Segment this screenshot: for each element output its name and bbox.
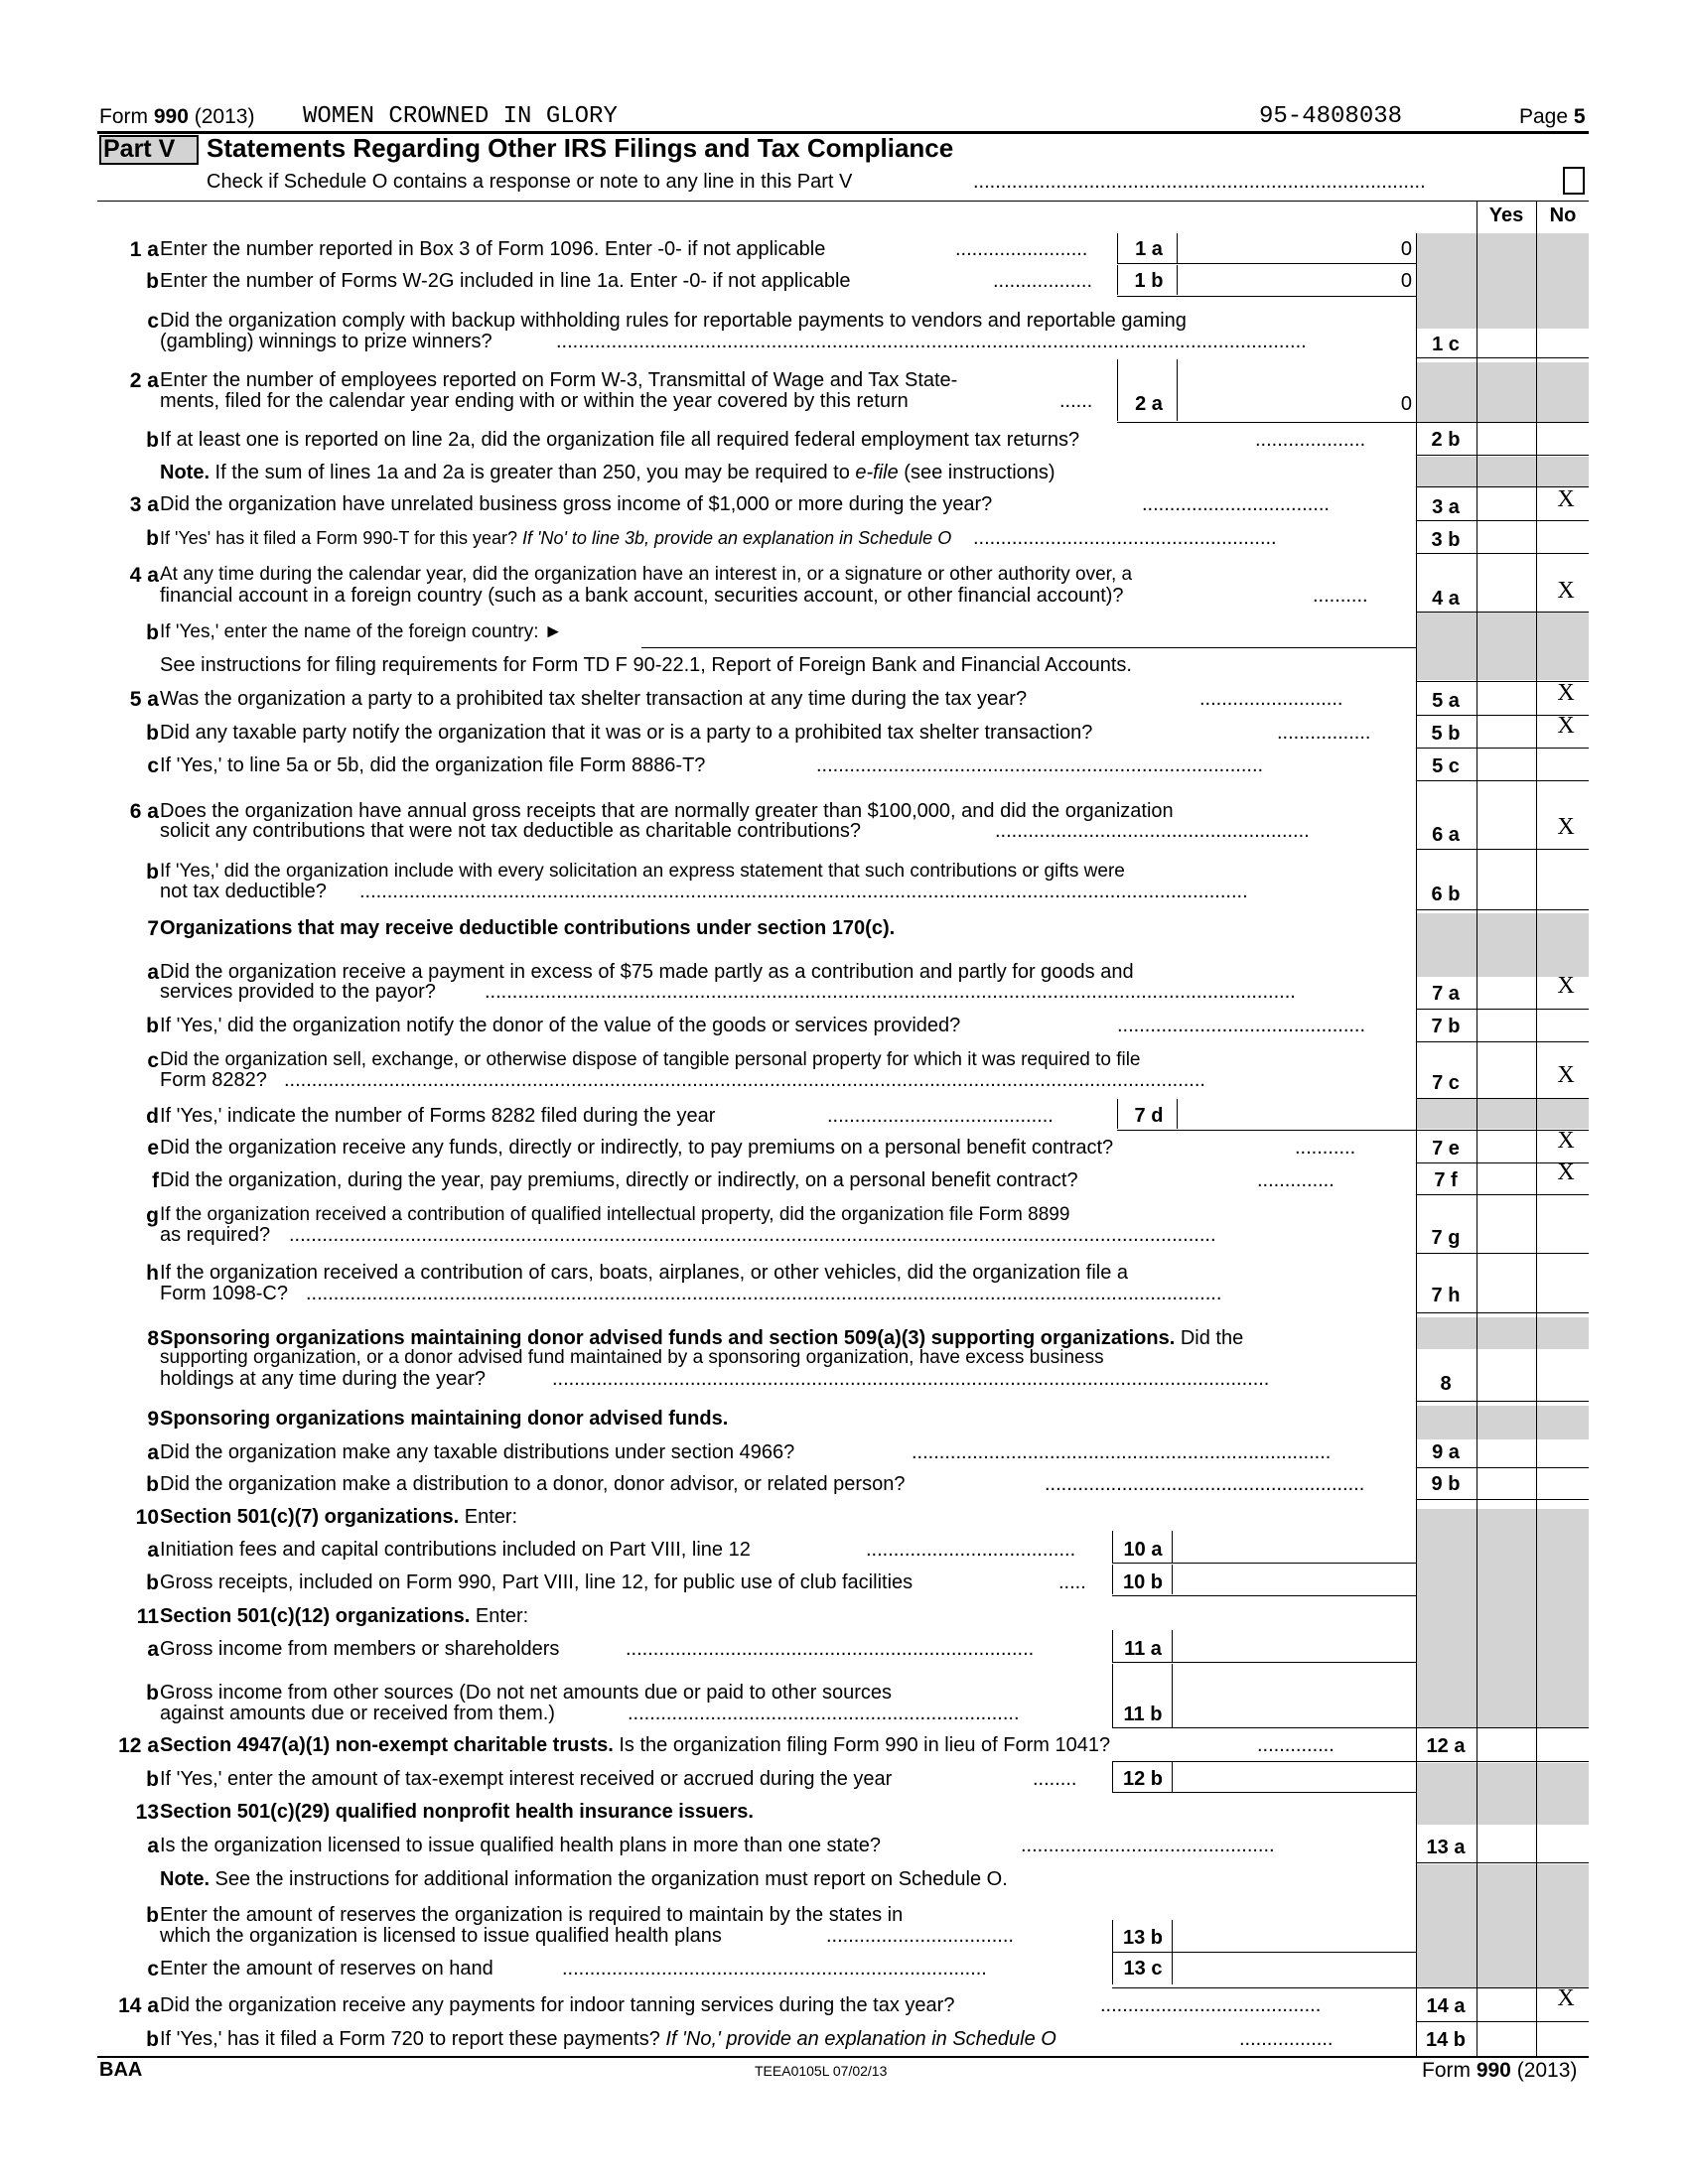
form-id: Form 990 (2013) xyxy=(99,105,255,128)
footer-code: TEEA0105L 07/02/13 xyxy=(755,2063,888,2079)
no-column-header: No xyxy=(1549,205,1577,226)
line-2a-value[interactable]: 0 xyxy=(1400,393,1412,415)
line-3a-no-mark[interactable]: X xyxy=(1557,486,1575,512)
line-5b-no-mark[interactable]: X xyxy=(1557,713,1575,739)
line-1a-value[interactable]: 0 xyxy=(1400,238,1412,260)
yes-column-header: Yes xyxy=(1488,205,1524,226)
note-efile: Note. If the sum of lines 1a and 2a is greater than 250, you may be required to e-file (see instructions) xyxy=(160,462,1055,483)
line-7f-no-mark[interactable]: X xyxy=(1557,1160,1575,1185)
line-1b-value[interactable]: 0 xyxy=(1400,270,1412,292)
line-5a-no-mark[interactable]: X xyxy=(1557,680,1575,706)
line-7c-no-mark[interactable]: X xyxy=(1557,1062,1575,1088)
schedule-o-checkbox[interactable] xyxy=(1563,167,1585,195)
line-4a-no-mark[interactable]: X xyxy=(1557,578,1575,604)
footer-form-id: Form 990 (2013) xyxy=(1422,2059,1578,2082)
line-1b-text: Enter the number of Forms W-2G included in line 1a. Enter -0- if not applicable xyxy=(160,270,851,292)
schedule-o-check-text: Check if Schedule O contains a response or note to any line in this Part V xyxy=(207,171,853,193)
part-label: Part V xyxy=(103,135,176,163)
part-title: Statements Regarding Other IRS Filings and Tax Compliance xyxy=(207,133,954,163)
ein: 95-4808038 xyxy=(1259,103,1403,130)
page-number: Page 5 xyxy=(1519,105,1586,128)
line-14a-no-mark[interactable]: X xyxy=(1557,1985,1575,2011)
line-1a-text: Enter the number reported in Box 3 of Form 1096. Enter -0- if not applicable xyxy=(160,238,826,260)
note-schedule-o: Note. See the instructions for additional information the organization must report on Schedule O. xyxy=(160,1868,1008,1890)
line-7a-no-mark[interactable]: X xyxy=(1557,973,1575,999)
footer-baa: BAA xyxy=(99,2059,143,2081)
org-name: WOMEN CROWNED IN GLORY xyxy=(303,103,618,130)
line-6a-no-mark[interactable]: X xyxy=(1557,814,1575,840)
line-7e-no-mark[interactable]: X xyxy=(1557,1128,1575,1154)
